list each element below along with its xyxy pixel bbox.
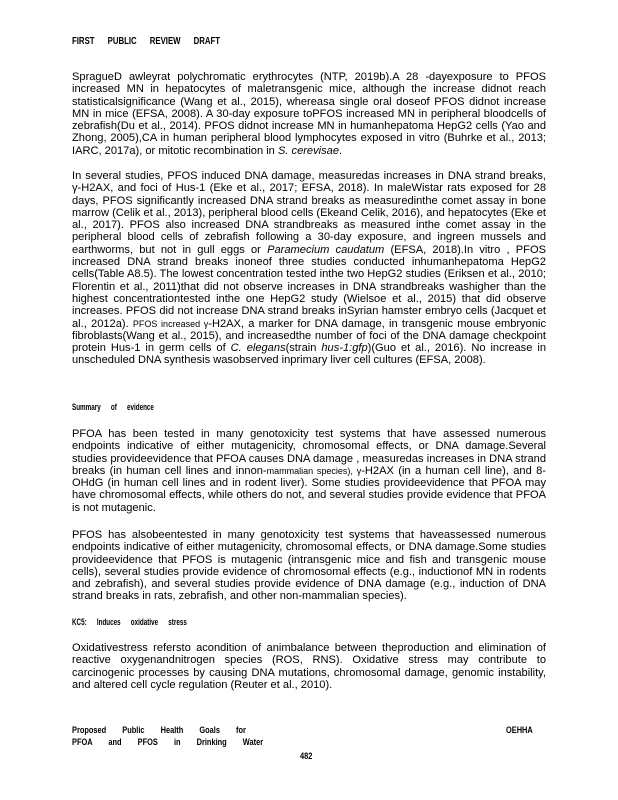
footer-document-title (72, 725, 263, 749)
text-run: mammalian species), γ (266, 465, 362, 476)
section-heading-summary: Summary of evidence (72, 402, 154, 412)
section-heading-kc5: KC5: Induces oxidative stress (72, 617, 187, 627)
text-run: -H2AX (in a human cell line), and 8-OHdG (in human cell lines and in rodent liver). Some studies provideevidence that PFOA may have chromosomal effects, while others do not, and several studies provide evidence that PFOA is not mutagenic. (72, 464, 546, 514)
text-run: )(Guo et al., 2016). No increase in unscheduled DNA synthesis wasobserved inprimary liver cell cultures (EFSA, 2008). (72, 342, 546, 367)
text-run: (strain (285, 342, 317, 355)
species-name: S. cerevisae (277, 144, 339, 157)
text-run: PFOA has been tested in many genotoxicity test systems that have assessed numerous endpoints indicative of either mutagenicity, chromosomal effects, or DNA damage.Several studies provideevidence that PFOA causes DNA damage , measuredas increases in DNA strand breaks (in human cell lines and innon- (72, 428, 546, 477)
text-run: . (339, 144, 343, 157)
text-run: In several studies, PFOS induced DNA damage, measuredas increases in DNA strand breaks, γ-H2AX, and foci of Hus-1 (Eke et al., 2017; EFSA, 2018). In maleWistar rats exposed for 28 days, PFOS significantly increased DNA strand breaks as measuredinthe comet assay in bone marrow (Celik et al., 2013), peripheral blood cells (Ekeand Celik, 2016), and hepatocytes (Eke et al., 2017). PFOS also increased DNA strandbreaks as measured inthe comet assay in the peripheral blood cells of zebrafish following a 30-day exposure, and ingreen mussels and earthworms, but not in gull eggs or (72, 170, 546, 256)
text-run: PFOS increased γ (132, 318, 209, 329)
paragraph-pfos-dna-damage (72, 170, 546, 367)
page-number: 482 (300, 751, 313, 762)
paragraph-pfos-summary (72, 529, 546, 603)
species-name: C. elegans (230, 342, 286, 355)
text-run: (EFSA, 2018).In vitro , PFOS increased DNA strand breaks inoneof three studies conducted inhumanhepatoma HepG2 cells(Table A8.5). The lowest concentration tested inthe two HepG2 studies (Eriksen et al., 2010; Florentin et al., 2011)that did not observe increases in DNA strandbreaks washigher than the highest concentrationtested inthe one HepG2 study (Wielsoe et al., 2015) that did observe increases. PFOS did not increase DNA strand breaks inSyrian hamster embryo cells (Jacquet et al., 2012a). (72, 243, 546, 330)
paragraph-oxidative-stress (72, 642, 546, 691)
footer-agency: OEHHA (506, 725, 533, 736)
text-run: SpragueD awleyrat polychromatic erythrocytes (NTP, 2019b).A 28 -dayexposure to PFOS increased MN in hepatocytes of maletransgenic mice, although the increase didnot reach statisticalsignificance (Wang et al., 2015), whereasa single oral doseof PFOS didnot increase MN in mice (EFSA, 2008). A 30-day exposure toPFOS increased MN in peripheral bloodcells of zebrafish(Du et al., 2014). PFOS didnot increase MN in humanhepatoma HepG2 cells (Yao and Zhong, 2005),CA in human peripheral blood lymphocytes exposed in vitro (Buhrke et al., 2013; IARC, 2017a), or mitotic recombination in (72, 71, 546, 157)
species-name: Paramecium caudatum (267, 243, 385, 256)
footer-title-line: PFOA and PFOS in Drinking Water (72, 737, 264, 748)
strain-name: hus-1:gfp (321, 342, 368, 355)
draft-header: FIRST PUBLIC REVIEW DRAFT (72, 36, 221, 47)
paragraph-pfos-mn (72, 71, 546, 157)
text-run: -H2AX, a marker for DNA damage, in transgenic mouse embryonic fibroblasts(Wang et al., 2015), and increasedthe number of foci of the DNA damage checkpoint protein Hus-1 in germ cells of (72, 317, 547, 355)
text-run: PFOS has alsobeentested in many genotoxicity test systems that haveassessed numerous endpoints indicative of either mutagenicity, chromosomal effects, or DNA damage.Some studies provideevidence that PFOS is mutagenic (intransgenic mice and fish and transgenic mouse cells), several studies provide evidence of chromosomal effects (e.g., inductionof MN in rodents and zebrafish), and several studies provide evidence of DNA damage (e.g., induction of DNA strand breaks in rats, zebrafish, and other non-mammalian species). (72, 529, 546, 603)
footer-title-line: Proposed Public Health Goals for (72, 725, 246, 736)
paragraph-pfoa-summary (72, 428, 546, 514)
text-run: Oxidativestress refersto acondition of animbalance between theproduction and elimination of reactive oxygenandnitrogen species (ROS, RNS). Oxidative stress may contribute to carcinogenic processes by causing DNA mutations, chromosomal damage, genomic instability, and altered cell cycle regulation (Reuter et al., 2010). (72, 642, 546, 691)
